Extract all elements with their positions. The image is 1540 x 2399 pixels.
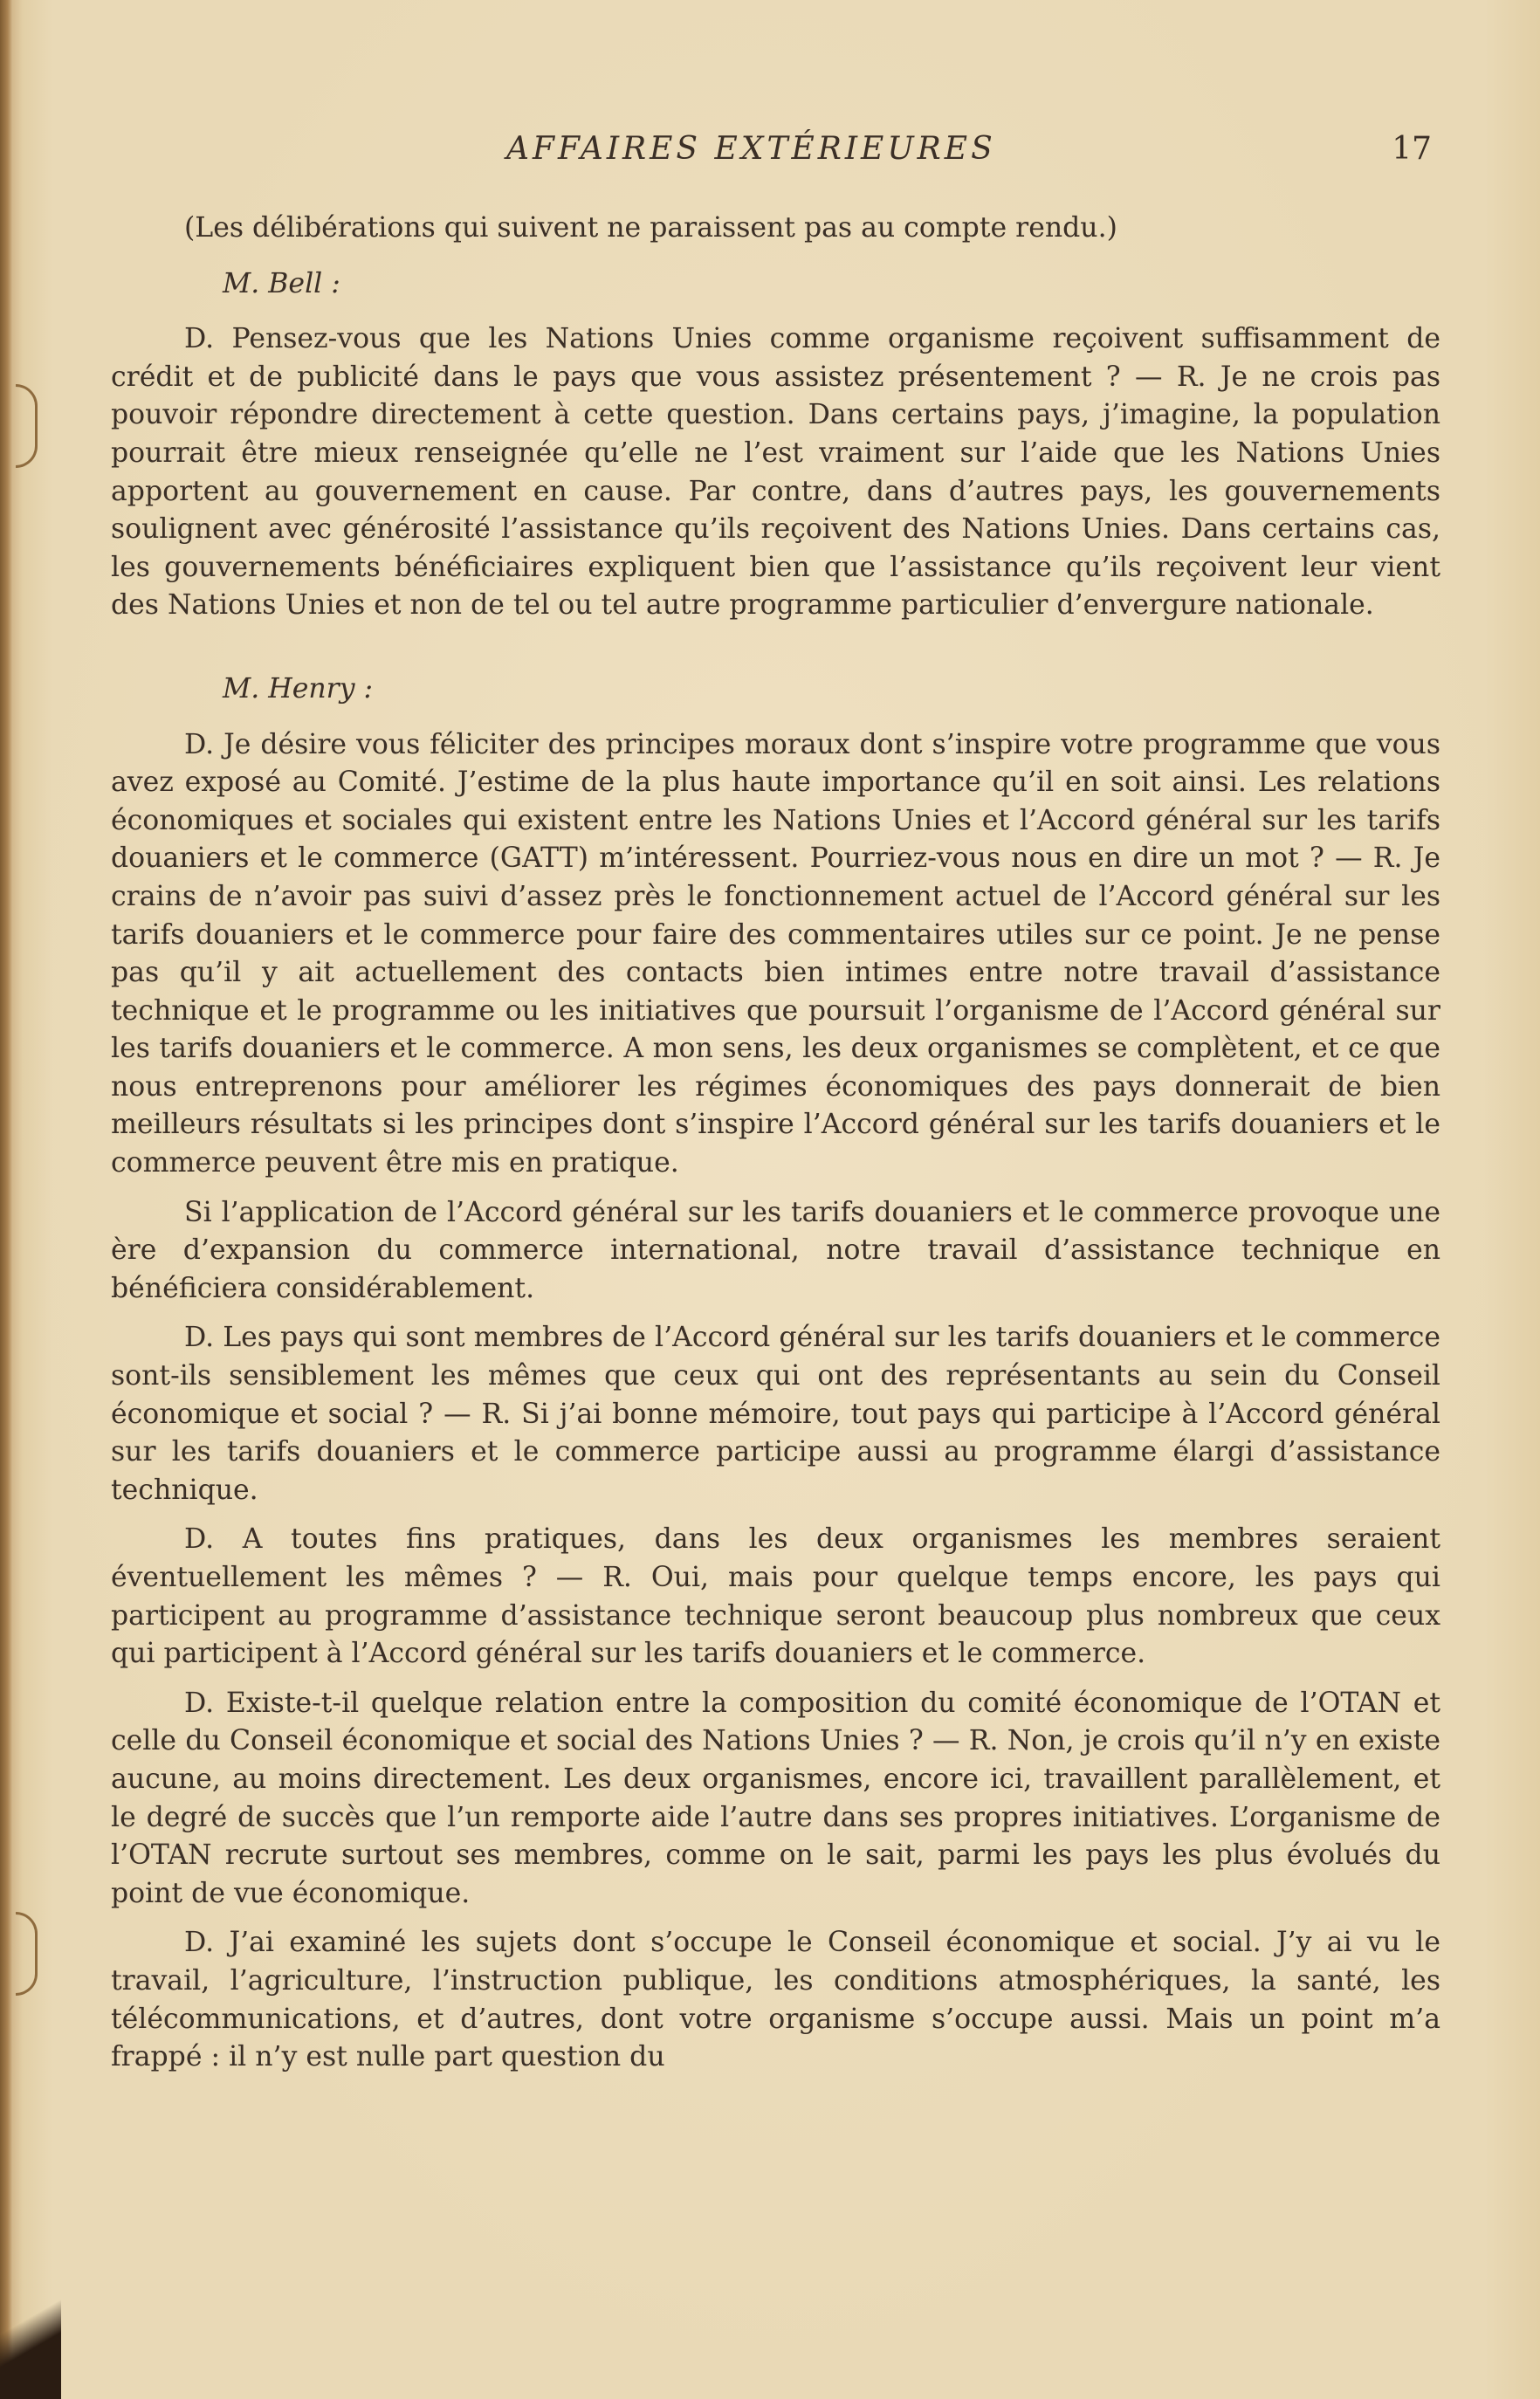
editorial-note: (Les délibérations qui suivent ne paraissent pas au compte rendu.) [184, 212, 1117, 244]
page-corner [0, 2268, 61, 2399]
binding-mark [16, 1912, 38, 1996]
speaker-heading: M. Bell : [223, 267, 340, 299]
paragraph: Si l’application de l’Accord général sur les tarifs douaniers et le commerce provoque une ère d’expansion du commerce international, notre travail d’assistance technique en bénéficiera considérablement. [111, 1196, 1440, 1304]
paragraph: D. Je désire vous féliciter des principes moraux dont s’inspire votre programme que vous avez exposé au Comité. J’estime de la plus haute importance qu’il en soit ainsi. Les relations économiques et sociales qui existent entre les Nations Unies et l’Accord général sur les tarifs douaniers et le commerce (GATT) m’intéressent. Pourriez-vous nous en dire un mot ? — R. Je crains de n’avoir pas suivi d’assez près le fonctionnement actuel de l’Accord général sur les tarifs douaniers et le commerce pour faire des commentaires utiles sur ce point. Je ne pense pas qu’il y ait actuellement des contacts bien intimes entre notre travail d’assistance technique et le programme ou les initiatives que poursuit l’organisme de l’Accord général sur les tarifs douaniers et le commerce. A mon sens, les deux organismes se complètent, et ce que nous entreprenons pour améliorer les régimes économiques des pays donnerait de bien meilleurs résultats si les principes dont s’inspire l’Accord général sur les tarifs douaniers et le commerce peuvent être mis en pratique. [111, 728, 1440, 1179]
page-body [111, 210, 1440, 2088]
paragraph: D. A toutes fins pratiques, dans les deux organismes les membres seraient éventuellement les mêmes ? — R. Oui, mais pour quelque temps encore, les pays qui participent au programme d’assistance technique seront beaucoup plus nombreux que ceux qui participent à l’Accord général sur les tarifs douaniers et le commerce. [111, 1523, 1440, 1670]
page-number: 17 [1392, 131, 1432, 167]
book-spine [0, 0, 12, 2399]
paragraph: D. Les pays qui sont membres de l’Accord général sur les tarifs douaniers et le commerce sont-ils sensiblement les mêmes que ceux qui ont des représentants au sein du Conseil économique et social ? — R. Si j’ai bonne mémoire, tout pays qui participe à l’Accord général sur les tarifs douaniers et le commerce participe aussi au programme élargi d’assistance technique. [111, 1322, 1440, 1506]
paragraph: D. Existe-t-il quelque relation entre la composition du comité économique de l’OTAN et celle du Conseil économique et social des Nations Unies ? — R. Non, je crois qu’il n’y en existe aucune, au moins directement. Les deux organismes, encore ici, travaillent parallèlement, et le degré de succès que l’un remporte aide l’autre dans ses propres initiatives. L’organisme de l’OTAN recrute surtout ses membres, comme on le sait, parmi les pays les plus évolués du point de vue économique. [111, 1687, 1440, 1909]
paragraph: D. Pensez-vous que les Nations Unies comme organisme reçoivent suffisamment de crédit et de publicité dans le pays que vous assistez présentement ? — R. Je ne crois pas pouvoir répondre directement à cette question. Dans certains pays, j’imagine, la population pourrait être mieux renseignée qu’elle ne l’est vraiment sur l’aide que les Nations Unies apportent au gouvernement en cause. Par contre, dans d’autres pays, les gouvernements soulignent avec générosité l’assistance qu’ils reçoivent des Nations Unies. Dans certains cas, les gouvernements bénéficiaires expliquent bien que l’assistance qu’ils reçoivent leur vient des Nations Unies et non de tel ou tel autre programme particulier d’envergure nationale. [111, 323, 1440, 622]
paragraph: D. J’ai examiné les sujets dont s’occupe le Conseil économique et social. J’y ai vu le travail, l’agriculture, l’instruction publique, les conditions atmosphériques, la santé, les télécommunications, et d’autres, dont votre organisme s’occupe aussi. Mais un point m’a frappé : il n’y est nulle part question du [111, 1927, 1440, 2073]
page-header [506, 131, 1432, 175]
running-title: AFFAIRES EXTÉRIEURES [506, 131, 996, 167]
binding-mark [16, 384, 38, 468]
speaker-heading: M. Henry : [223, 672, 374, 705]
